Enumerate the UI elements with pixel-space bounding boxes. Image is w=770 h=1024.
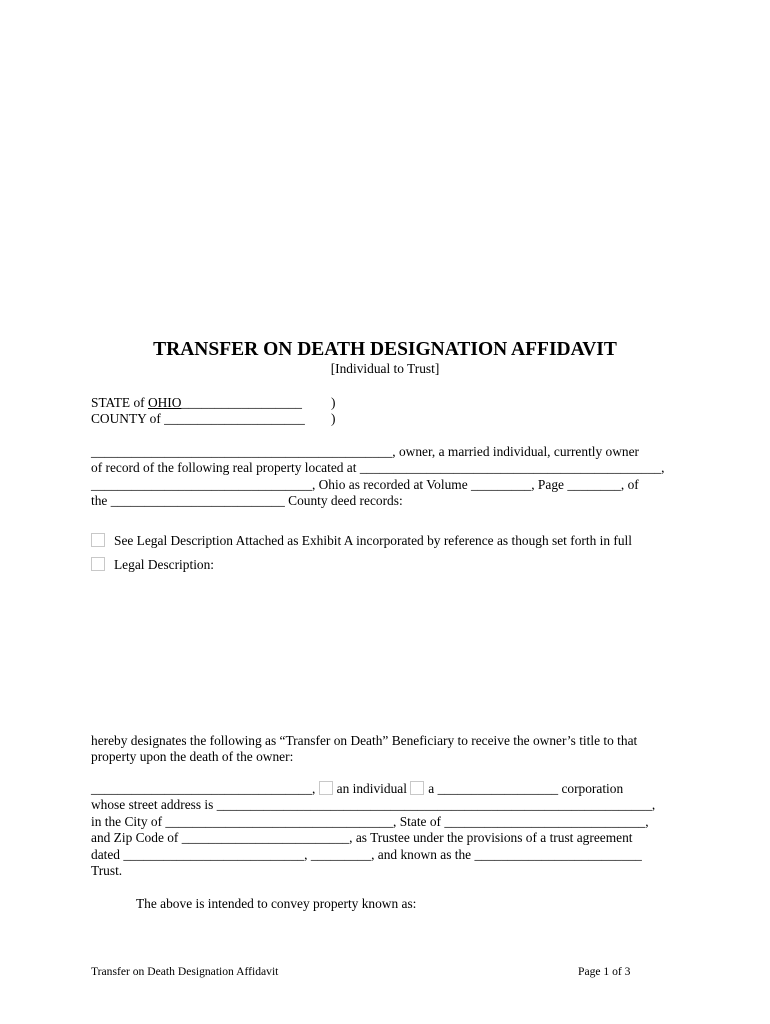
exhibit-a-checkbox[interactable] <box>91 533 105 547</box>
corporation-checkbox[interactable] <box>410 781 424 795</box>
owner-line-4[interactable]: the __________________________ County deed records: <box>91 493 403 508</box>
county-paren: ) <box>331 411 336 426</box>
legal-description-checkbox[interactable] <box>91 557 105 571</box>
owner-line-3[interactable]: _________________________________, Ohio as recorded at Volume _________, Page ________, of <box>91 477 639 492</box>
beneficiary-line-2[interactable]: whose street address is _________________________________________________________________, <box>91 797 656 812</box>
state-blank[interactable]: __________________ <box>181 395 302 410</box>
county-blank[interactable]: _____________________ <box>164 411 305 426</box>
document-title: TRANSFER ON DEATH DESIGNATION AFFIDAVIT <box>153 339 617 360</box>
beneficiary-name-blank[interactable]: _________________________________, <box>91 781 319 796</box>
document-subtitle: [Individual to Trust] <box>330 361 440 376</box>
legal-description-label: Legal Description: <box>114 557 215 572</box>
beneficiary-line-4[interactable]: and Zip Code of _________________________, as Trustee under the provisions of a trust agreement <box>91 830 633 845</box>
beneficiary-line-5[interactable]: dated ___________________________, _________, and known as the _________________________ <box>91 847 642 862</box>
corporation-blank[interactable]: __________________ corporation <box>437 781 624 796</box>
individual-label: an individual <box>336 781 411 796</box>
footer-title: Transfer on Death Designation Affidavit <box>91 965 279 978</box>
exhibit-a-label: See Legal Description Attached as Exhibit A incorporated by reference as though set forth in full <box>114 533 632 548</box>
page-number: Page 1 of 3 <box>578 965 631 978</box>
convey-text: The above is intended to convey property known as: <box>136 896 417 911</box>
state-label: STATE of <box>91 395 148 410</box>
county-line <box>91 411 305 428</box>
state-line <box>91 395 302 412</box>
state-value: OHIO <box>147 395 182 410</box>
beneficiary-line-6: Trust. <box>91 863 123 878</box>
individual-checkbox[interactable] <box>319 781 333 795</box>
state-paren: ) <box>331 395 336 410</box>
beneficiary-line-3[interactable]: in the City of __________________________________, State of ______________________________, <box>91 814 649 829</box>
owner-line-1[interactable]: _____________________________________________, owner, a married individual, currently owner <box>91 444 640 459</box>
beneficiary-line-1 <box>91 781 623 798</box>
corporation-prefix: a <box>428 781 438 796</box>
designation-line-1: hereby designates the following as “Transfer on Death” Beneficiary to receive the owner’s title to that <box>91 733 638 748</box>
designation-line-2: property upon the death of the owner: <box>91 749 294 764</box>
county-label: COUNTY of <box>91 411 165 426</box>
owner-line-2[interactable]: of record of the following real property located at _____________________________________________, <box>91 460 665 475</box>
